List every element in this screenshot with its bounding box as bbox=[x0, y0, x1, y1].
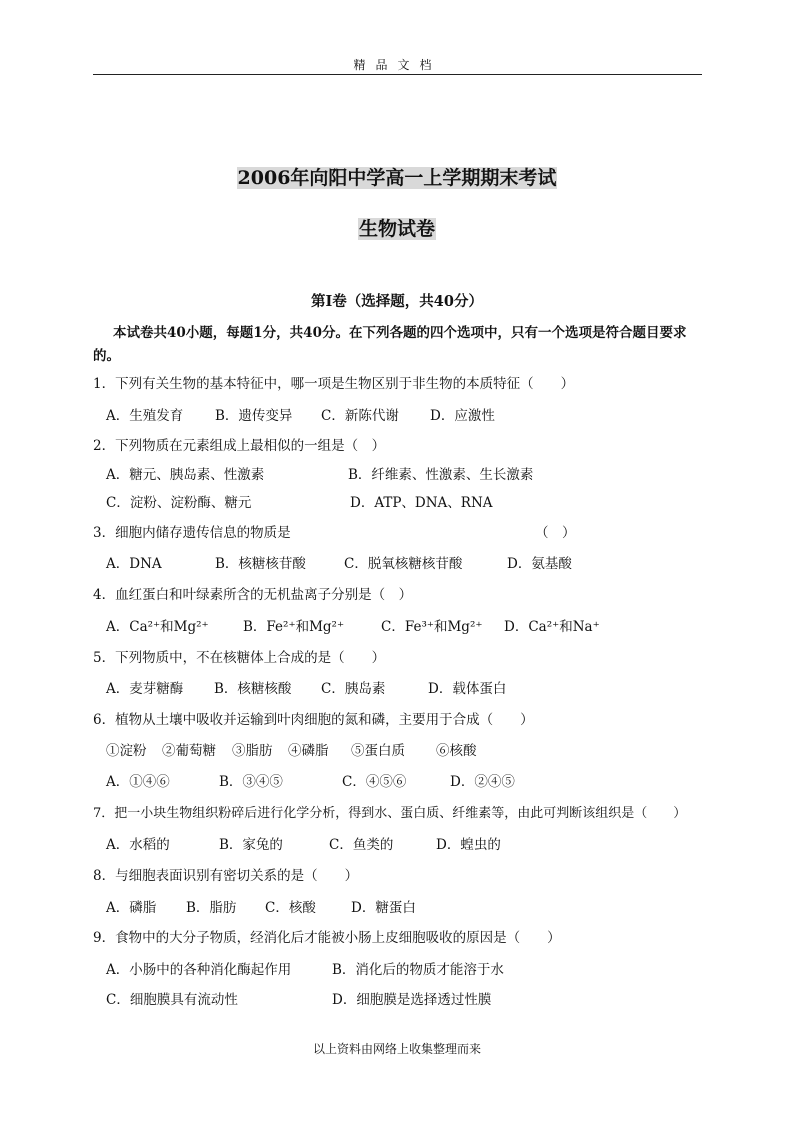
option-b: B．家兔的 bbox=[219, 837, 283, 853]
exam-title bbox=[0, 165, 794, 191]
question-stem: 7．把一小块生物组织粉碎后进行化学分析，得到水、蛋白质、纤维素等，由此可判断该组织是（ ） bbox=[93, 806, 687, 821]
option-c: C．新陈代谢 bbox=[321, 408, 399, 424]
option-c: C．脱氧核糖核苷酸 bbox=[344, 556, 463, 572]
option-d: D．蝗虫的 bbox=[436, 837, 501, 853]
option-a: A．生殖发育 bbox=[106, 408, 184, 424]
option-c: C．④⑤⑥ bbox=[342, 774, 407, 790]
option-a: A．水稻的 bbox=[106, 837, 170, 853]
question-stem: 2．下列物质在元素组成上最相似的一组是（ ） bbox=[93, 438, 386, 454]
compound-item: ④磷脂 bbox=[288, 743, 329, 759]
option-d: D．糖蛋白 bbox=[351, 900, 416, 916]
option-b: B．Fe²⁺和Mg²⁺ bbox=[243, 619, 345, 635]
option-a: A．DNA bbox=[106, 556, 162, 572]
option-c: C．Fe³⁺和Mg²⁺ bbox=[381, 619, 483, 635]
question-stem: 9．食物中的大分子物质，经消化后才能被小肠上皮细胞吸收的原因是（ ） bbox=[93, 930, 561, 946]
option-b: B．消化后的物质才能溶于水 bbox=[332, 962, 504, 978]
option-b: B．遗传变异 bbox=[215, 408, 293, 424]
option-c: C．胰岛素 bbox=[321, 681, 386, 697]
option-a: A．Ca²⁺和Mg²⁺ bbox=[106, 619, 209, 635]
option-c: C．细胞膜具有流动性 bbox=[106, 992, 238, 1008]
question-stem: 5．下列物质中，不在核糖体上合成的是（ ） bbox=[93, 650, 386, 666]
option-d: D．Ca²⁺和Na⁺ bbox=[504, 619, 600, 635]
option-a: A．麦芽糖酶 bbox=[106, 681, 184, 697]
question-stem: 1．下列有关生物的基本特征中，哪一项是生物区别于非生物的本质特征（ ） bbox=[93, 376, 575, 392]
section-heading: 第Ⅰ卷（选择题，共40分） bbox=[311, 293, 483, 310]
header-divider bbox=[93, 74, 702, 75]
exam-subtitle-text: 生物试卷 bbox=[358, 218, 435, 240]
option-a: A．小肠中的各种消化酶起作用 bbox=[106, 962, 292, 978]
compound-item: ⑥核酸 bbox=[436, 743, 477, 759]
option-c: C．核酸 bbox=[265, 900, 316, 916]
question-stem: 8．与细胞表面识别有密切关系的是（ ） bbox=[93, 868, 359, 884]
option-d: D．应激性 bbox=[430, 408, 495, 424]
page-footer: 以上资料由网络上收集整理而来 bbox=[312, 1042, 481, 1056]
compound-item: ①淀粉 bbox=[106, 743, 147, 759]
exam-subtitle bbox=[0, 216, 794, 242]
option-a: A．糖元、胰岛素、性激素 bbox=[106, 467, 265, 483]
option-d: D．②④⑤ bbox=[450, 774, 515, 790]
question-stem: 3．细胞内储存遗传信息的物质是 bbox=[93, 525, 291, 541]
option-b: B．③④⑤ bbox=[219, 774, 283, 790]
compound-item: ②葡萄糖 bbox=[162, 743, 216, 759]
option-b: B．核糖核苷酸 bbox=[215, 556, 306, 572]
compound-item: ③脂肪 bbox=[232, 743, 273, 759]
compound-item: ⑤蛋白质 bbox=[351, 743, 405, 759]
option-d: D．氨基酸 bbox=[507, 556, 572, 572]
option-b: B．核糖核酸 bbox=[214, 681, 292, 697]
option-c: C．淀粉、淀粉酶、糖元 bbox=[106, 495, 252, 511]
option-c: C．鱼类的 bbox=[329, 837, 394, 853]
question-stem: 4．血红蛋白和叶绿素所含的无机盐离子分别是（ ） bbox=[93, 587, 413, 603]
question-stem: 6．植物从土壤中吸收并运输到叶肉细胞的氮和磷，主要用于合成（ ） bbox=[93, 712, 534, 728]
section-instructions: 本试卷共40小题，每题1分，共40分。在下列各题的四个选项中，只有一个选项是符合题目要求的。 bbox=[93, 325, 687, 364]
option-d: D．ATP、DNA、RNA bbox=[350, 495, 493, 511]
option-d: D．细胞膜是选择透过性膜 bbox=[332, 992, 492, 1008]
option-d: D．载体蛋白 bbox=[428, 681, 507, 697]
option-b: B．纤维素、性激素、生长激素 bbox=[348, 467, 534, 483]
answer-bracket: （ ） bbox=[535, 525, 576, 541]
option-a: A．①④⑥ bbox=[106, 774, 170, 790]
option-a: A．磷脂 bbox=[106, 900, 157, 916]
option-b: B．脂肪 bbox=[186, 900, 237, 916]
exam-title-text: 2006年向阳中学高一上学期期末考试 bbox=[237, 167, 557, 189]
page-header: 精品文档 bbox=[353, 58, 442, 72]
